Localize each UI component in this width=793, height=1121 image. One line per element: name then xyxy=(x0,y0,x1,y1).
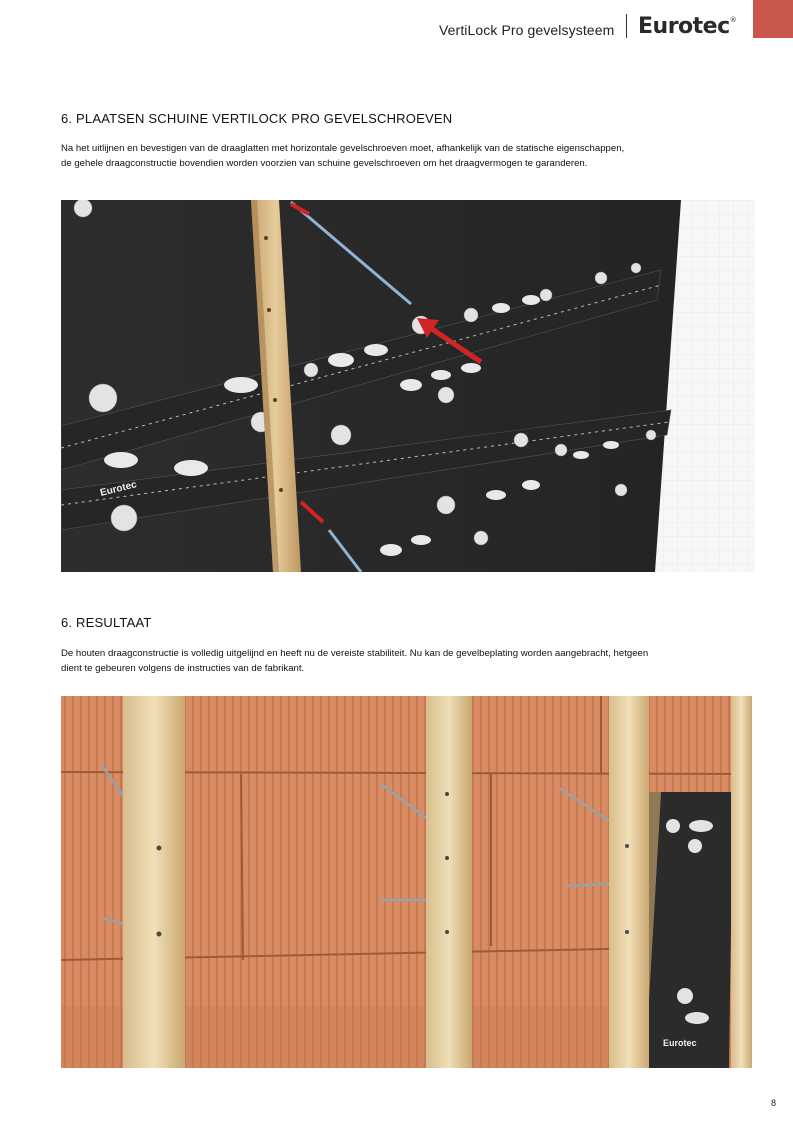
section-body-oblique-screws xyxy=(61,141,721,171)
tape-brand-label: Eurotec xyxy=(99,479,138,499)
header-divider xyxy=(626,14,627,38)
logo-text: Eurotec xyxy=(638,14,730,39)
illustration-result xyxy=(61,696,752,1068)
body-line: De houten draagconstructie is volledig uitgelijnd en heeft nu de vereiste stabiliteit. Nu kan de gevelbeplating worden aangebracht, hetgeen xyxy=(61,648,649,659)
section-title-oblique-screws: 6. PLAATSEN SCHUINE VERTILOCK PRO GEVELSCHROEVEN xyxy=(61,111,453,126)
registered-mark: ® xyxy=(729,16,737,24)
body-line: dient te gebeuren volgens de instructies van de fabrikant. xyxy=(61,663,305,674)
illustration-oblique-screws xyxy=(61,200,755,572)
figure-oblique-screw-installation xyxy=(61,200,755,572)
page-number: 8 xyxy=(771,1098,777,1108)
header-accent-block xyxy=(753,0,793,38)
section-body-result xyxy=(61,646,721,676)
board-brand-label: Eurotec xyxy=(663,1038,697,1048)
document-title: VertiLock Pro gevelsysteem xyxy=(439,22,615,38)
eurotec-logo xyxy=(638,14,736,39)
section-title-result: 6. RESULTAAT xyxy=(61,615,152,630)
body-line: Na het uitlijnen en bevestigen van de draaglatten met horizontale gevelschroeven moet, afhankelijk van de statische eigenschappen, xyxy=(61,143,625,154)
body-line: de gehele draagconstructie bovendien worden voorzien van schuine gevelschroeven om het draagvermogen te garanderen. xyxy=(61,158,588,169)
figure-result-construction xyxy=(61,696,752,1068)
